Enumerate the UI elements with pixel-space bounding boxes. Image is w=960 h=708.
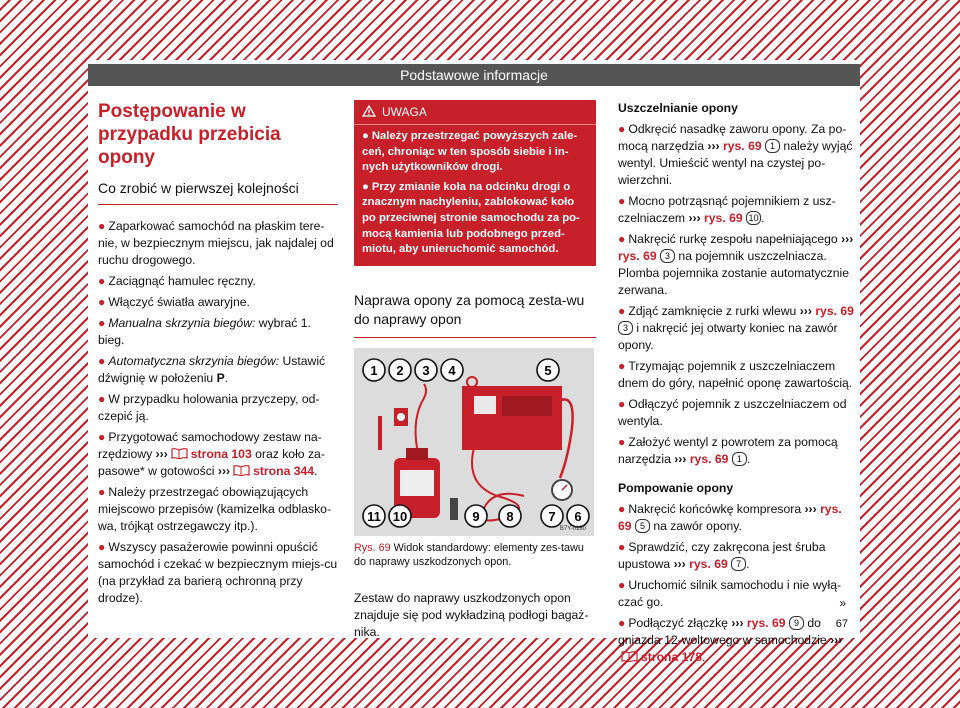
list-item: ● Automatyczna skrzynia biegów: Ustawić dźwignię w położeniu P.: [98, 354, 326, 385]
item-number-badge: 1: [765, 139, 780, 153]
valve-tool: [378, 416, 382, 450]
bullet-icon: ●: [98, 540, 106, 554]
column-1: [98, 100, 338, 611]
item-number-badge: 3: [618, 321, 633, 335]
bullet-icon: ●: [98, 316, 106, 330]
figure-link[interactable]: rys. 69: [746, 616, 786, 630]
callout-label: 1: [370, 362, 378, 378]
bullet-icon: ●: [98, 274, 106, 288]
figure-link[interactable]: rys. 69: [618, 502, 842, 533]
figure-repair-kit: [354, 348, 594, 536]
figure-link[interactable]: rys. 69: [723, 139, 762, 153]
bullet-icon: ●: [618, 359, 626, 373]
callout-label: 3: [422, 362, 430, 378]
bullet-icon: ●: [98, 219, 106, 233]
bullet-icon: ●: [618, 397, 626, 411]
warning-item: ● Przy zmianie koła na odcinku drogi o znacznym nachyleniu, zablokować koło po przeciwnej stronie samochodu za po-mocą kamienia lub podobnego przed-miotu, aby unieruchomić samochód.: [362, 180, 580, 256]
compressor-box: [462, 386, 562, 450]
figure-link[interactable]: rys. 69: [618, 249, 657, 263]
continue-mark: »: [839, 596, 846, 610]
bullet-icon: ●: [98, 392, 106, 406]
callout-label: 6: [574, 508, 582, 524]
item-number-badge: 1: [732, 452, 747, 466]
callout-label: 5: [544, 362, 552, 378]
bullet-icon: ●: [618, 616, 626, 630]
callout-label: 4: [448, 362, 456, 378]
list-item: ● Zdjąć zamknięcie z rurki wlewu ››› rys. 69 3 i nakręcić jej otwarty koniec na zawór opony.: [618, 304, 854, 352]
item-number-badge: 9: [789, 616, 804, 630]
list-item: ● Przygotować samochodowy zestaw na-rzędziowy ››› strona 103 oraz koło za-pasowe* w gotowości ››› strona 344.: [98, 430, 325, 478]
bullet-icon: ●: [362, 130, 369, 142]
list-item: ● Mocno potrząsnąć pojemnikiem z usz-czelniaczem ››› rys. 69 10 .: [618, 194, 836, 225]
page-link[interactable]: strona 344: [253, 464, 315, 478]
warning-title: UWAGA: [382, 105, 427, 119]
list-item: ● Należy przestrzegać obowiązujących miejscowo przepisów (kamizelka odblasko-wa, trójkąt ostrzegawczy itp.).: [98, 485, 332, 533]
item-number-badge: 7: [731, 557, 746, 571]
list-item: ● Odłączyć pojemnik z uszczelniaczem od wentyla.: [618, 397, 847, 428]
bullet-icon: ●: [618, 304, 626, 318]
subheading-pumping: Pompowanie opony: [618, 481, 734, 495]
page-header: Podstawowe informacje: [88, 64, 860, 86]
bullet-icon: ●: [98, 430, 106, 444]
section-title-repair: Naprawa opony za pomocą zesta-wu do naprawy opon: [354, 291, 596, 338]
xref-arrows: ›››: [217, 464, 231, 478]
xref-arrows: ›››: [155, 447, 168, 461]
page: [88, 60, 860, 664]
list-item: ● Włączyć światła awaryjne.: [98, 295, 250, 309]
figure-code: B7Y-0180: [559, 525, 586, 532]
bullet-icon: ●: [98, 295, 106, 309]
list-item: ● Odkręcić nasadkę zaworu opony. Za po-mocą narzędzia ››› rys. 69 1 należy wyjąć wentyl. Umieścić wentyl na czystej po-wierzchni.: [618, 122, 853, 187]
paragraph: Zestaw do naprawy uszkodzonych opon znajduje się pod wykładziną podłogi bagaż-nika.: [354, 590, 589, 639]
list-item: ● Zaciągnąć hamulec ręczny.: [98, 274, 256, 288]
bullet-icon: ●: [98, 485, 106, 499]
book-icon: [621, 651, 638, 662]
callout-label: 2: [396, 362, 404, 378]
list-item: ● Podłączyć złączkę ››› rys. 69 9 do gniazda 12-woltowego w samochodzie ›››strona 178.: [618, 616, 843, 664]
figure-link[interactable]: rys. 69: [815, 304, 854, 318]
list-item: ● Trzymając pojemnik z uszczelniaczem dnem do góry, napełnić oponę zawartością.: [618, 359, 853, 390]
repair-kit-illustration: [354, 348, 594, 536]
warning-item: ● Należy przestrzegać powyższych zale-ceń, chroniąc w ten sposób siebie i in-nych użytkowników drogi.: [362, 130, 578, 174]
bullet-icon: ●: [618, 540, 626, 554]
bullet-icon: ●: [618, 232, 626, 246]
figure-link[interactable]: rys. 69: [689, 452, 729, 466]
list-item: ● Uruchomić silnik samochodu i nie wyłą-czać go.: [618, 578, 842, 609]
list-item: ● Zaparkować samochód na płaskim tere-nie, w bezpiecznym miejscu, jak najdalej od ruchu drogowego.: [98, 219, 334, 267]
item-number-badge: 10: [746, 211, 761, 225]
figure-link[interactable]: rys. 69: [689, 557, 728, 571]
list-item: ● Nakręcić rurkę zespołu napełniającego ››› rys. 69 3 na pojemnik uszczelniacza. Plomba pojemnika zostanie automatycznie zerwana.: [618, 232, 854, 297]
warning-box: [354, 100, 596, 266]
bullet-icon: ●: [618, 122, 626, 136]
book-icon: [233, 465, 250, 476]
subsection-title: Co zrobić w pierwszej kolejności: [98, 179, 338, 205]
bullet-icon: ●: [618, 502, 626, 516]
figure-link[interactable]: rys. 69: [704, 211, 743, 225]
bullet-icon: ●: [618, 578, 626, 592]
book-icon: [171, 448, 188, 459]
column-2: [354, 100, 596, 641]
item-number-badge: 3: [660, 249, 675, 263]
page-number: 67: [835, 618, 848, 630]
item-number-badge: 5: [635, 519, 650, 533]
figure-caption: Rys. 69 Widok standardowy: elementy zes-tawu do naprawy uszkodzonych opon.: [354, 541, 584, 568]
power-plug: [450, 498, 458, 520]
callout-label: 9: [472, 508, 480, 524]
bullet-icon: ●: [98, 354, 106, 368]
list-item: ● Sprawdzić, czy zakręcona jest śruba upustowa ››› rys. 69 7 .: [618, 540, 826, 571]
callout-label: 7: [548, 508, 556, 524]
page-link[interactable]: strona 178: [641, 650, 702, 664]
bullet-icon: ●: [618, 435, 626, 449]
section-title: Postępowanie w przypadku przebicia opony: [98, 101, 281, 168]
bullet-icon: ●: [618, 194, 626, 208]
list-item: ● Nakręcić końcówkę kompresora ››› rys. 69 5 na zawór opony.: [618, 502, 842, 533]
callout-label: 11: [367, 508, 381, 524]
list-item: ● W przypadku holowania przyczepy, od-czepić ją.: [98, 392, 320, 423]
callout-label: 8: [506, 508, 514, 524]
list-item: ● Manualna skrzynia biegów: wybrać 1. bieg.: [98, 316, 311, 347]
page-link[interactable]: strona 103: [190, 447, 252, 461]
subheading-sealing: Uszczelnianie opony: [618, 101, 738, 115]
column-3: [618, 100, 858, 670]
warning-triangle-icon: [362, 105, 376, 117]
callout-label: 10: [392, 508, 408, 524]
list-item: ● Wszyscy pasażerowie powinni opuścić samochód i czekać w bezpiecznym miejs-cu (na przykład za barierą ochronną przy drodze).: [98, 540, 338, 605]
list-item: ● Założyć wentyl z powrotem za pomocą narzędzia ››› rys. 69 1 .: [618, 435, 838, 466]
bullet-icon: ●: [362, 180, 369, 193]
